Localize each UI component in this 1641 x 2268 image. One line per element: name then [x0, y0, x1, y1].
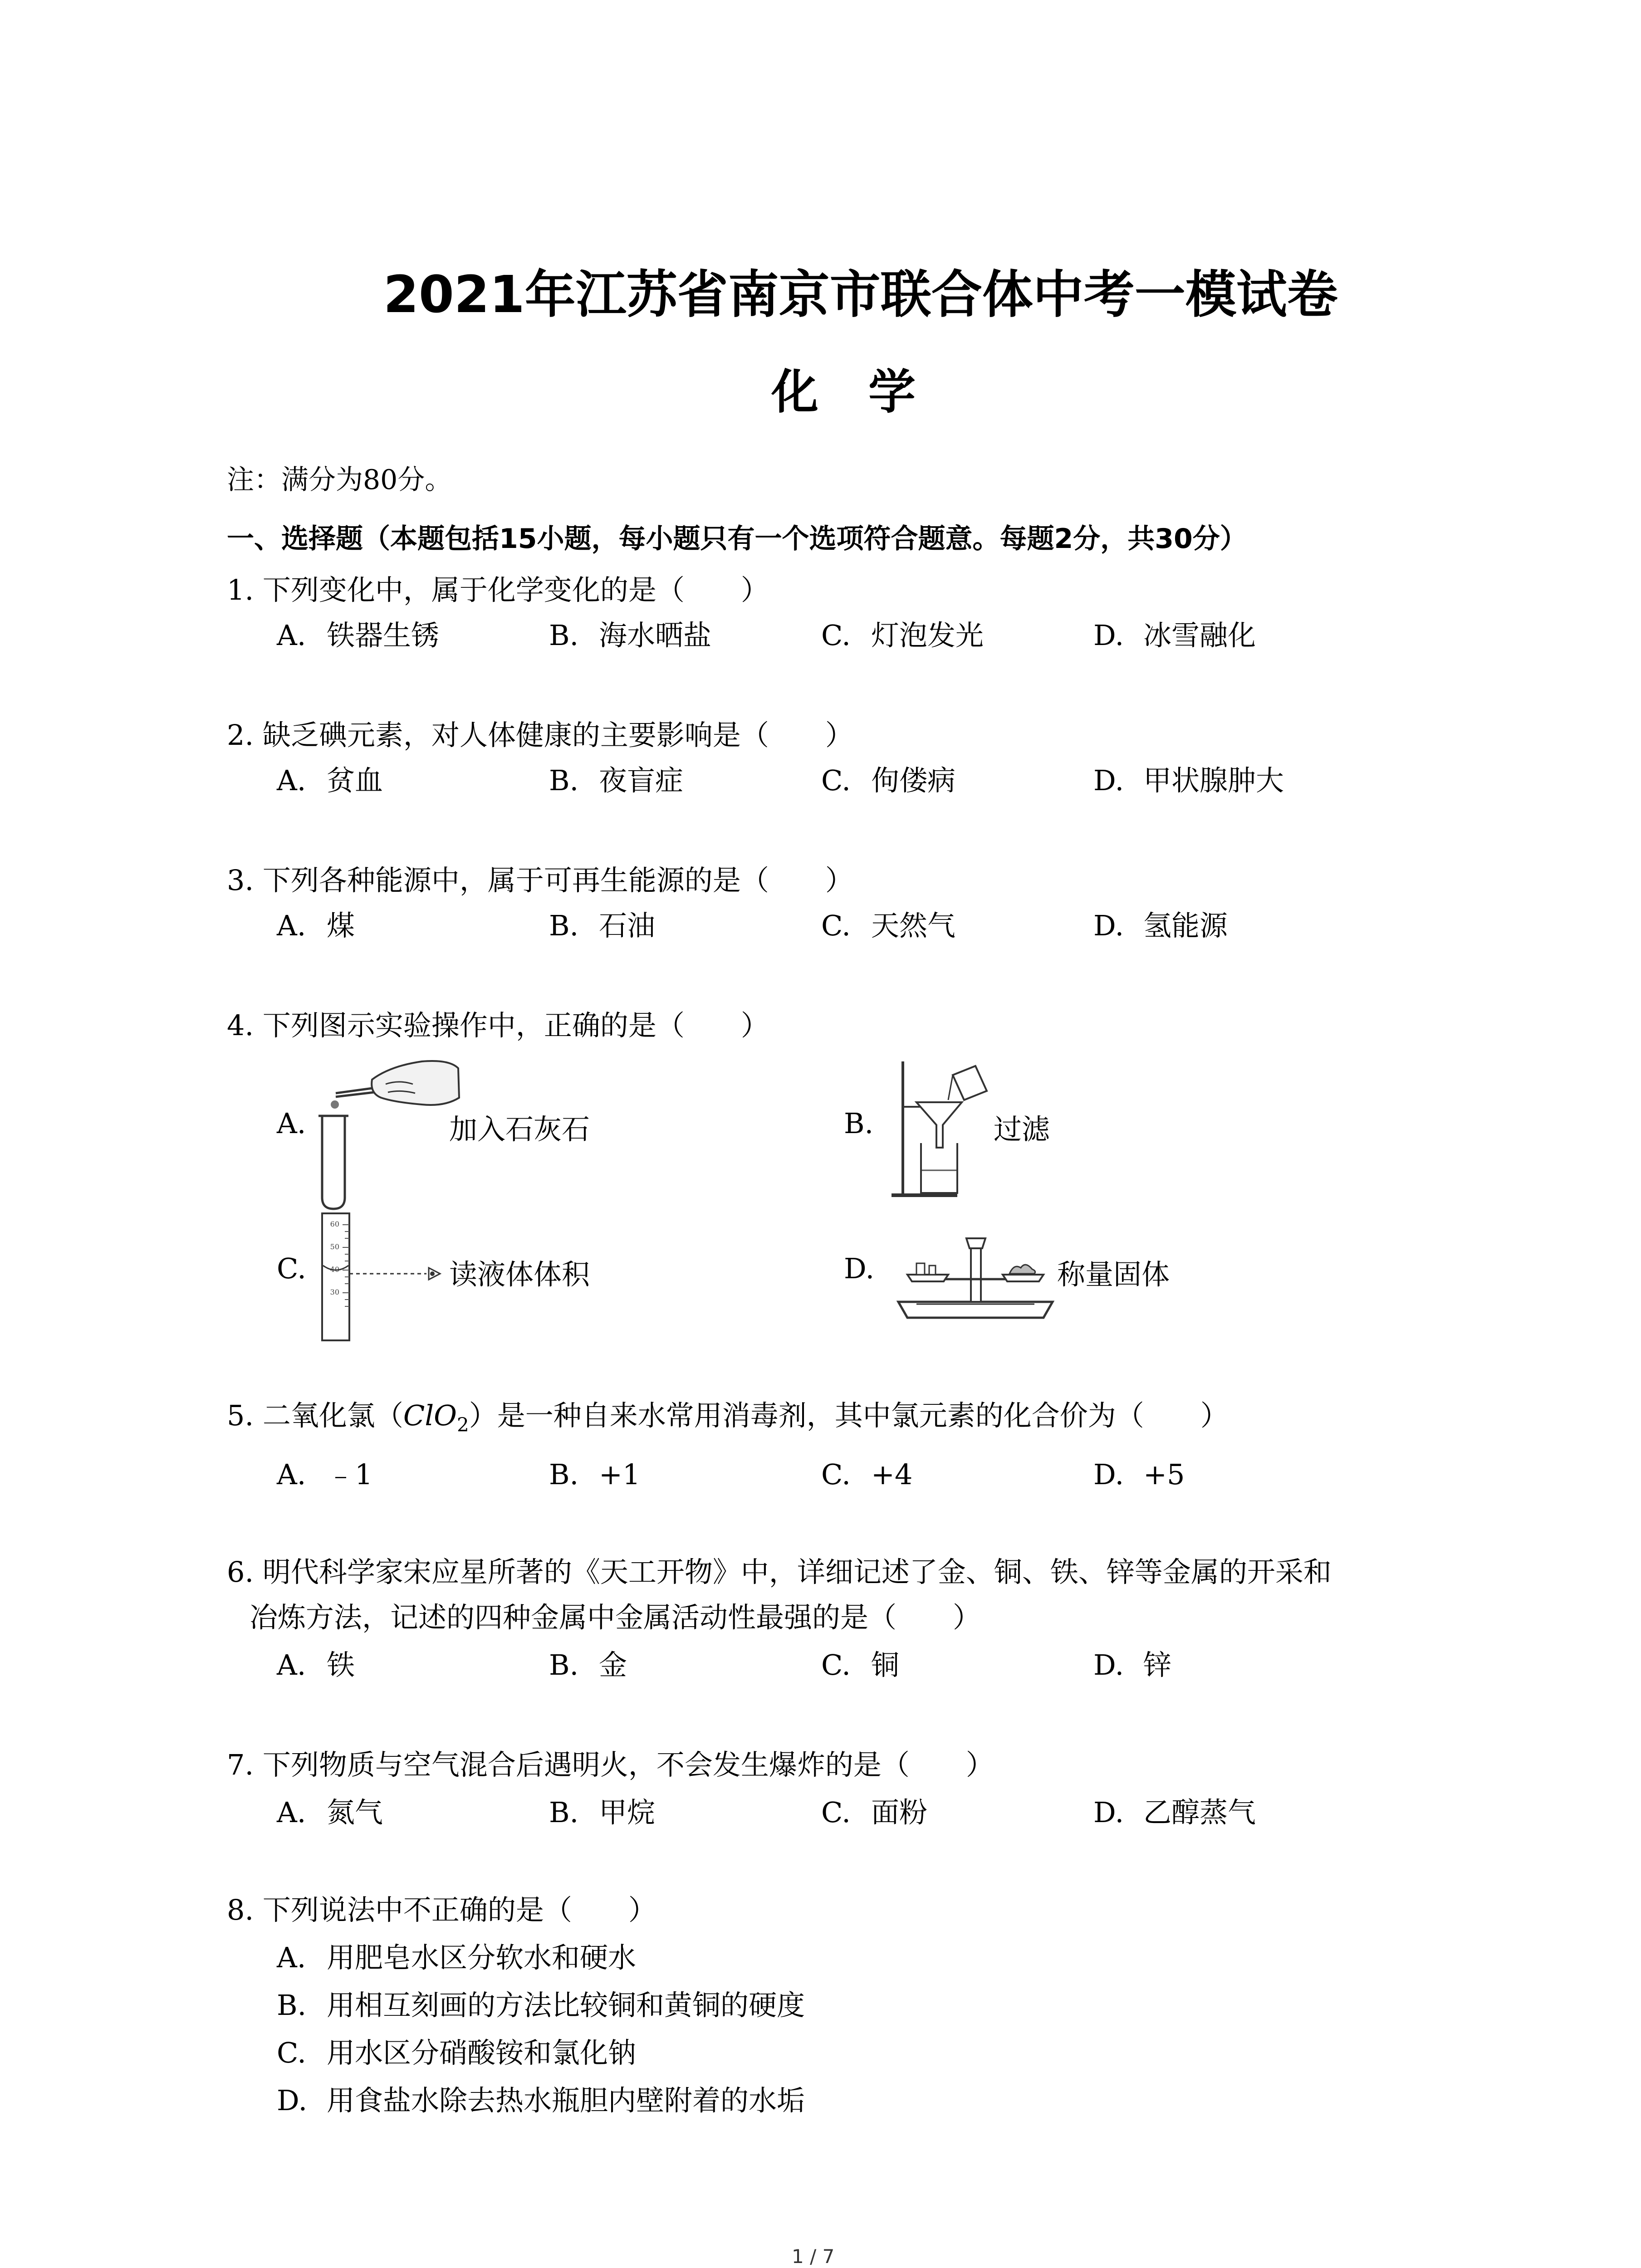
option-text: 氢能源 [1143, 909, 1228, 942]
option-letter: C. [821, 1648, 851, 1681]
option-letter: C. [821, 619, 851, 652]
beaker-icon [921, 1143, 957, 1193]
funnel-icon [916, 1102, 962, 1148]
q1-option-a [277, 621, 439, 650]
q2-option-b [549, 764, 684, 797]
option-text: +1 [599, 1458, 641, 1491]
option-text: 天然气 [871, 909, 956, 942]
subject-title: 化学 [771, 364, 966, 420]
option-text: 贫血 [327, 764, 383, 797]
option-text: 铁器生锈 [327, 619, 440, 652]
q3-option-c [821, 909, 956, 942]
score-note: 注：满分为80分。 [227, 464, 452, 496]
option-letter: B. [277, 1989, 307, 2022]
q5-option-a [277, 1458, 373, 1491]
option-text: 氮气 [327, 1796, 383, 1829]
option-text: 煤 [327, 909, 355, 942]
q4-option-b-letter: B. [844, 1107, 874, 1140]
option-text: 灯泡发光 [871, 619, 984, 652]
option-text: 锌 [1143, 1648, 1172, 1681]
option-text: +4 [871, 1458, 913, 1491]
q8-option-d [277, 2084, 805, 2117]
stem-suffix: ）是一种自来水常用消毒剂，其中氯元素的化合价为（ ） [469, 1399, 1229, 1432]
q4-option-c-text: 读液体体积 [449, 1258, 590, 1291]
option-letter: B. [549, 764, 579, 797]
question-4-stem: 4. 下列图示实验操作中，正确的是（ ） [227, 1009, 769, 1042]
formula-subscript: 2 [456, 1413, 469, 1436]
option-letter: B. [549, 1796, 579, 1829]
q4-option-b-text: 过滤 [994, 1113, 1050, 1146]
q1-option-d [1093, 621, 1256, 650]
test-tube-icon [322, 1116, 345, 1209]
option-letter: B. [549, 909, 579, 942]
option-letter: A. [277, 1941, 306, 1974]
scale-label-50: 50 [330, 1242, 339, 1251]
q2-option-a [277, 764, 383, 797]
q7-option-d [1093, 1796, 1256, 1829]
q4-option-a-letter: A. [277, 1107, 306, 1140]
option-letter: D. [1093, 764, 1124, 797]
q2-option-d [1093, 764, 1284, 797]
option-letter: B. [549, 1648, 579, 1681]
option-text: 铁 [327, 1648, 355, 1681]
option-letter: C. [821, 764, 851, 797]
q4-option-d-text: 称量固体 [1057, 1258, 1170, 1291]
option-letter: D. [1093, 1796, 1124, 1829]
option-text: 面粉 [871, 1796, 928, 1829]
q8-option-c [277, 2036, 637, 2069]
q6-option-c [821, 1648, 900, 1681]
q1-option-c [821, 621, 984, 650]
option-letter: B. [549, 1458, 579, 1491]
question-6-stem-line2: 冶炼方法，记述的四种金属中金属活动性最强的是（ ） [250, 1601, 981, 1634]
q7-option-c [821, 1796, 928, 1829]
q3-option-d [1093, 909, 1228, 942]
question-7-stem: 7. 下列物质与空气混合后遇明火，不会发生爆炸的是（ ） [227, 1748, 994, 1781]
q1-option-b [549, 621, 711, 650]
option-text: 冰雪融化 [1143, 619, 1256, 652]
option-text: 佝偻病 [871, 764, 956, 797]
option-letter: D. [1093, 1458, 1124, 1491]
q6-option-b [549, 1648, 627, 1681]
option-text: +5 [1143, 1458, 1185, 1491]
question-2-stem: 2. 缺乏碘元素，对人体健康的主要影响是（ ） [227, 719, 853, 752]
q3-option-b [549, 909, 656, 942]
option-letter: D. [277, 2084, 308, 2117]
option-letter: A. [277, 909, 306, 942]
scale-label-60: 60 [330, 1220, 339, 1228]
option-text: 用食盐水除去热水瓶胆内壁附着的水垢 [327, 2084, 805, 2117]
q4-option-d-letter: D. [844, 1252, 875, 1285]
question-8-stem: 8. 下列说法中不正确的是（ ） [227, 1893, 656, 1926]
q4-option-c-figure [318, 1211, 454, 1343]
option-letter: C. [277, 2036, 306, 2069]
q8-option-a [277, 1941, 637, 1974]
q6-option-d [1093, 1648, 1172, 1681]
scale-label-40: 40 [330, 1265, 339, 1274]
option-text: 金 [599, 1648, 627, 1681]
scale-label-30: 30 [330, 1288, 339, 1296]
page-number: 1 / 7 [792, 2245, 835, 2268]
q5-option-b [549, 1458, 641, 1491]
option-text: 用水区分硝酸铵和氯化钠 [327, 2036, 637, 2069]
q4-option-a-text: 加入石灰石 [449, 1113, 590, 1146]
option-letter: D. [1093, 619, 1124, 652]
question-3-stem: 3. 下列各种能源中，属于可再生能源的是（ ） [227, 864, 853, 897]
question-1-stem: 1. 下列变化中，属于化学变化的是（ ） [227, 573, 769, 606]
option-text: 铜 [871, 1648, 900, 1681]
exam-title: 2021年江苏省南京市联合体中考一模试卷 [383, 265, 1338, 324]
q5-option-d [1093, 1458, 1185, 1491]
option-text: ﹣1 [327, 1458, 373, 1491]
stem-prefix: 5. 二氧化氯（ [227, 1399, 403, 1432]
q3-option-a [277, 909, 355, 942]
question-6-stem: 6. 明代科学家宋应星所著的《天工开物》中，详细记述了金、铜、铁、锌等金属的开采和 [227, 1555, 1332, 1589]
q8-option-b [277, 1989, 805, 2022]
option-text: 用相互刻画的方法比较铜和黄铜的硬度 [327, 1989, 805, 2022]
option-text: 石油 [599, 909, 656, 942]
option-text: 甲状腺肿大 [1143, 764, 1284, 797]
option-letter: C. [821, 1458, 851, 1491]
option-text: 夜盲症 [599, 764, 684, 797]
q2-option-c [821, 764, 956, 797]
option-text: 用肥皂水区分软水和硬水 [327, 1941, 637, 1974]
option-letter: A. [277, 1458, 306, 1491]
option-letter: A. [277, 1796, 306, 1829]
section-heading: 一、选择题（本题包括15小题，每小题只有一个选项符合题意。每题2分，共30分） [227, 523, 1247, 555]
option-letter: C. [821, 909, 851, 942]
question-5-stem [227, 1399, 1229, 1436]
option-letter: A. [277, 1648, 306, 1681]
option-text: 海水晒盐 [599, 619, 712, 652]
q5-option-c [821, 1458, 913, 1491]
q4-option-a-figure [318, 1048, 463, 1211]
option-letter: D. [1093, 1648, 1124, 1681]
option-letter: B. [549, 619, 579, 652]
option-letter: A. [277, 619, 306, 652]
hand-icon [372, 1061, 459, 1105]
q4-option-c-letter: C. [277, 1252, 306, 1285]
q4-option-b-figure [889, 1057, 1007, 1202]
q4-option-d-figure [889, 1220, 1062, 1325]
option-letter: D. [1093, 909, 1124, 942]
option-text: 甲烷 [599, 1796, 656, 1829]
option-letter: A. [277, 764, 306, 797]
q7-option-b [549, 1796, 656, 1829]
option-letter: C. [821, 1796, 851, 1829]
option-text: 乙醇蒸气 [1143, 1796, 1256, 1829]
q6-option-a [277, 1648, 355, 1681]
q7-option-a [277, 1796, 383, 1829]
chemical-formula: ClO [403, 1399, 457, 1432]
